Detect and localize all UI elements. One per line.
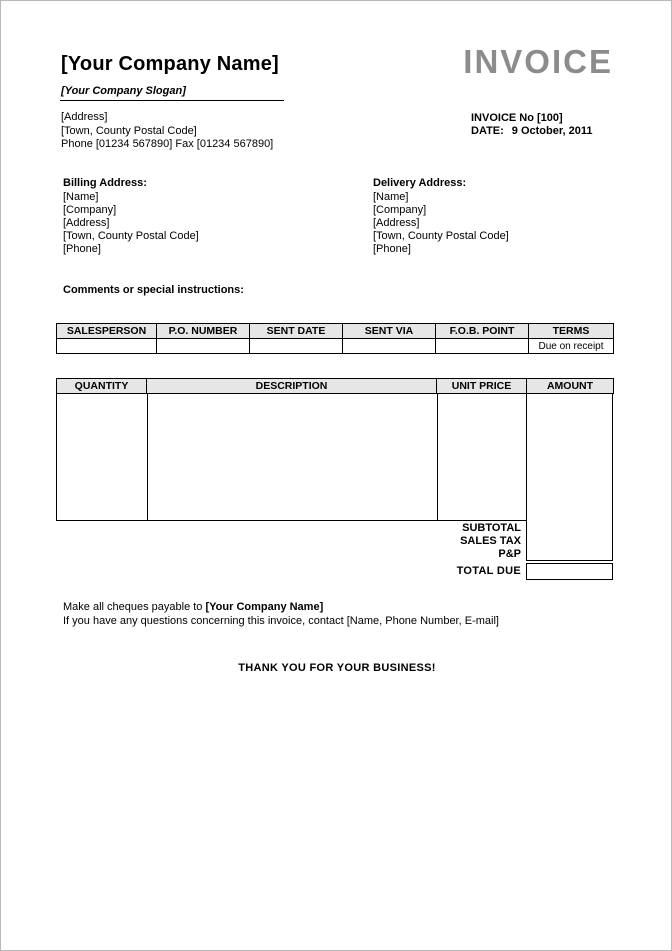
terms-cell[interactable]: Due on receipt <box>529 339 614 354</box>
invoice-date-label: DATE: <box>471 125 504 137</box>
company-address-line: [Address] <box>61 111 108 123</box>
sent-date-cell[interactable] <box>250 339 343 354</box>
col-header-unit-price: UNIT PRICE <box>437 379 527 394</box>
quantity-description-divider <box>147 393 148 520</box>
questions-contact-line: If you have any questions concerning this invoice, contact [Name, Phone Number, E-mail] <box>63 615 499 627</box>
sales-info-table <box>56 323 614 354</box>
salesperson-cell[interactable] <box>57 339 157 354</box>
col-header-po-number: P.O. NUMBER <box>157 324 250 339</box>
billing-address-block <box>63 191 199 256</box>
total-due-amount-box[interactable] <box>526 563 613 580</box>
invoice-title: INVOICE <box>463 43 613 80</box>
info-data-row <box>57 339 614 354</box>
col-header-fob-point: F.O.B. POINT <box>436 324 529 339</box>
billing-line: [Address] <box>63 217 110 229</box>
header-divider <box>60 100 284 101</box>
company-address-block <box>61 111 273 152</box>
sent-via-cell[interactable] <box>343 339 436 354</box>
items-body-area[interactable] <box>56 393 527 521</box>
company-phone-fax-line: Phone [01234 567890] Fax [01234 567890] <box>61 138 274 150</box>
col-header-salesperson: SALESPERSON <box>57 324 157 339</box>
company-name: [Your Company Name] <box>61 53 279 75</box>
amount-column-box[interactable] <box>526 393 613 561</box>
fob-point-cell[interactable] <box>436 339 529 354</box>
cheques-payable-prefix: Make all cheques payable to <box>63 601 206 613</box>
col-header-description: DESCRIPTION <box>147 379 437 394</box>
totals-labels <box>261 522 521 579</box>
delivery-address-title: Delivery Address: <box>373 177 467 189</box>
info-header-row <box>57 324 614 339</box>
items-table-header <box>56 378 614 394</box>
delivery-line: [Name] <box>373 191 409 203</box>
sales-tax-label: SALES TAX <box>460 535 521 547</box>
delivery-line: [Company] <box>373 204 427 216</box>
delivery-line: [Address] <box>373 217 420 229</box>
col-header-amount: AMOUNT <box>527 379 614 394</box>
billing-line: [Town, County Postal Code] <box>63 230 199 242</box>
cheques-payable-company: [Your Company Name] <box>205 601 324 613</box>
col-header-quantity: QUANTITY <box>57 379 147 394</box>
pp-label: P&P <box>498 548 521 560</box>
thank-you-message: THANK YOU FOR YOUR BUSINESS! <box>238 662 436 674</box>
billing-line: [Name] <box>63 191 99 203</box>
cheques-payable-line <box>63 601 323 613</box>
total-due-label: TOTAL DUE <box>456 565 521 577</box>
delivery-line: [Town, County Postal Code] <box>373 230 509 242</box>
invoice-date <box>471 125 593 137</box>
billing-line: [Company] <box>63 204 117 216</box>
billing-line: [Phone] <box>63 243 101 255</box>
col-header-sent-date: SENT DATE <box>250 324 343 339</box>
comments-label: Comments or special instructions: <box>63 284 244 296</box>
billing-address-title: Billing Address: <box>63 177 147 189</box>
delivery-line: [Phone] <box>373 243 411 255</box>
company-slogan: [Your Company Slogan] <box>61 85 186 97</box>
description-unitprice-divider <box>437 393 438 520</box>
col-header-terms: TERMS <box>529 324 614 339</box>
invoice-date-value: 9 October, 2011 <box>511 125 593 137</box>
col-header-sent-via: SENT VIA <box>343 324 436 339</box>
subtotal-label: SUBTOTAL <box>462 522 521 534</box>
company-address-line: [Town, County Postal Code] <box>61 124 197 137</box>
invoice-number: INVOICE No [100] <box>471 112 563 124</box>
po-number-cell[interactable] <box>157 339 250 354</box>
delivery-address-block <box>373 191 509 256</box>
items-header-row <box>57 379 614 394</box>
